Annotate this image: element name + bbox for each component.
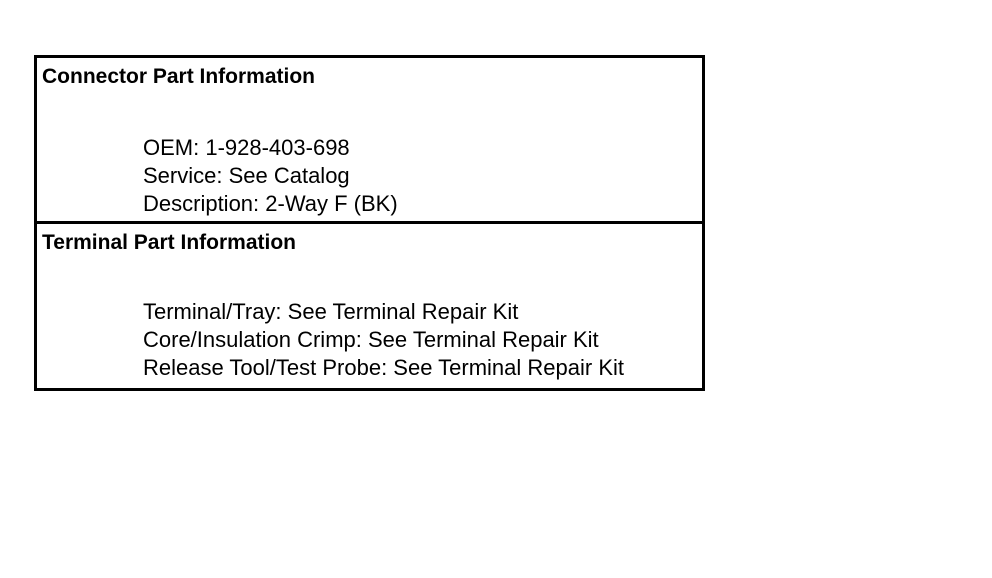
terminal-release-tool-line: Release Tool/Test Probe: See Terminal Repair Kit [143, 355, 624, 380]
connector-description-line: Description: 2-Way F (BK) [143, 191, 398, 216]
terminal-tray-line: Terminal/Tray: See Terminal Repair Kit [143, 299, 519, 324]
terminal-part-section [37, 224, 702, 388]
connector-oem-line: OEM: 1-928-403-698 [143, 135, 350, 160]
connector-section-title: Connector Part Information [42, 65, 316, 88]
connector-part-section [37, 58, 702, 224]
terminal-crimp-line: Core/Insulation Crimp: See Terminal Repair Kit [143, 327, 599, 352]
part-information-table [34, 55, 705, 391]
connector-service-line: Service: See Catalog [143, 163, 350, 188]
connector-details-list [143, 134, 398, 218]
terminal-details-list [143, 298, 624, 382]
terminal-section-title: Terminal Part Information [42, 231, 296, 254]
